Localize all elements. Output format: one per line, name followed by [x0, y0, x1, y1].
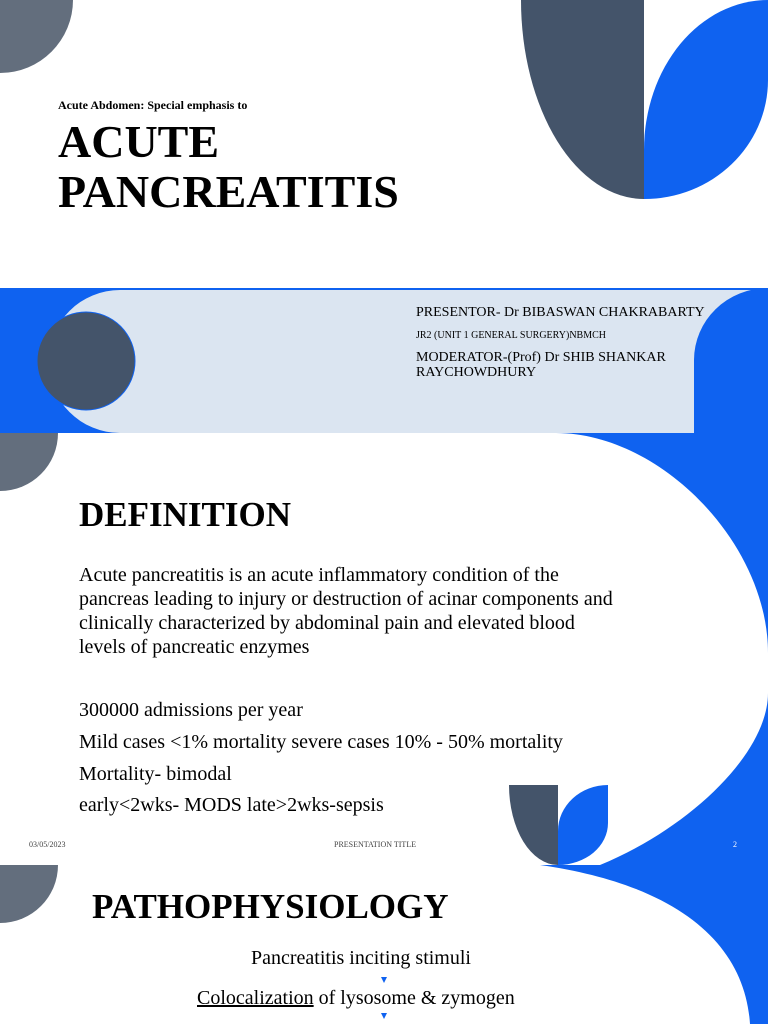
title-subtitle: Acute Abdomen: Special emphasis to — [58, 98, 248, 112]
arrow-down-1 — [381, 977, 387, 983]
dark-circle — [37, 312, 135, 410]
fact-bimodal: Mortality- bimodal — [79, 763, 232, 785]
footer-title: PRESENTATION TITLE — [334, 840, 417, 849]
title-line-1: ACUTE — [58, 116, 220, 167]
colocalization-term: Colocalization — [197, 987, 314, 1009]
small-leaf-dark — [509, 785, 558, 865]
definition-line-3: clinically characterized by abdominal pain and elevated blood — [79, 612, 575, 634]
footer-page-number: 2 — [733, 840, 737, 849]
blue-curve-shape — [540, 865, 768, 1024]
definition-line-1: Acute pancreatitis is an acute inflammatory condition of the — [79, 564, 559, 586]
small-leaf-blue — [558, 785, 608, 865]
corner-gray-shape — [0, 433, 58, 491]
leaf-blue-shape — [644, 0, 768, 199]
fact-early-late: early<2wks- MODS late>2wks-sepsis — [79, 794, 384, 816]
slide-presenter — [0, 288, 768, 433]
pathophysiology-heading: PATHOPHYSIOLOGY — [92, 887, 449, 926]
arrow-down-2 — [381, 1013, 387, 1019]
pathway-step-1: Pancreatitis inciting stimuli — [251, 947, 471, 969]
title-line-2: PANCREATITIS — [58, 166, 399, 217]
slide-definition — [0, 433, 768, 865]
definition-line-4: levels of pancreatic enzymes — [79, 636, 310, 658]
presenter-name: PRESENTOR- Dr BIBASWAN CHAKRABARTY — [416, 305, 705, 320]
corner-gray-shape — [0, 865, 58, 923]
presenter-affiliation: JR2 (UNIT 1 GENERAL SURGERY)NBMCH — [416, 330, 607, 341]
pathway-step-2 — [197, 987, 515, 1010]
pathway-step-2-rest: of lysosome & zymogen — [313, 987, 515, 1009]
leaf-dark-shape — [521, 0, 644, 199]
moderator-line-1: MODERATOR-(Prof) Dr SHIB SHANKAR — [416, 350, 666, 365]
slide-title — [0, 0, 768, 288]
fact-admissions: 300000 admissions per year — [79, 699, 303, 721]
slide-pathophysiology — [0, 865, 768, 1024]
corner-quarter-circle — [0, 0, 73, 73]
moderator-line-2: RAYCHOWDHURY — [416, 365, 537, 380]
fact-mortality: Mild cases <1% mortality severe cases 10% - 50% mortality — [79, 731, 563, 753]
definition-line-2: pancreas leading to injury or destruction of acinar components and — [79, 588, 613, 610]
footer-date: 03/05/2023 — [29, 840, 66, 849]
definition-heading: DEFINITION — [79, 495, 291, 534]
